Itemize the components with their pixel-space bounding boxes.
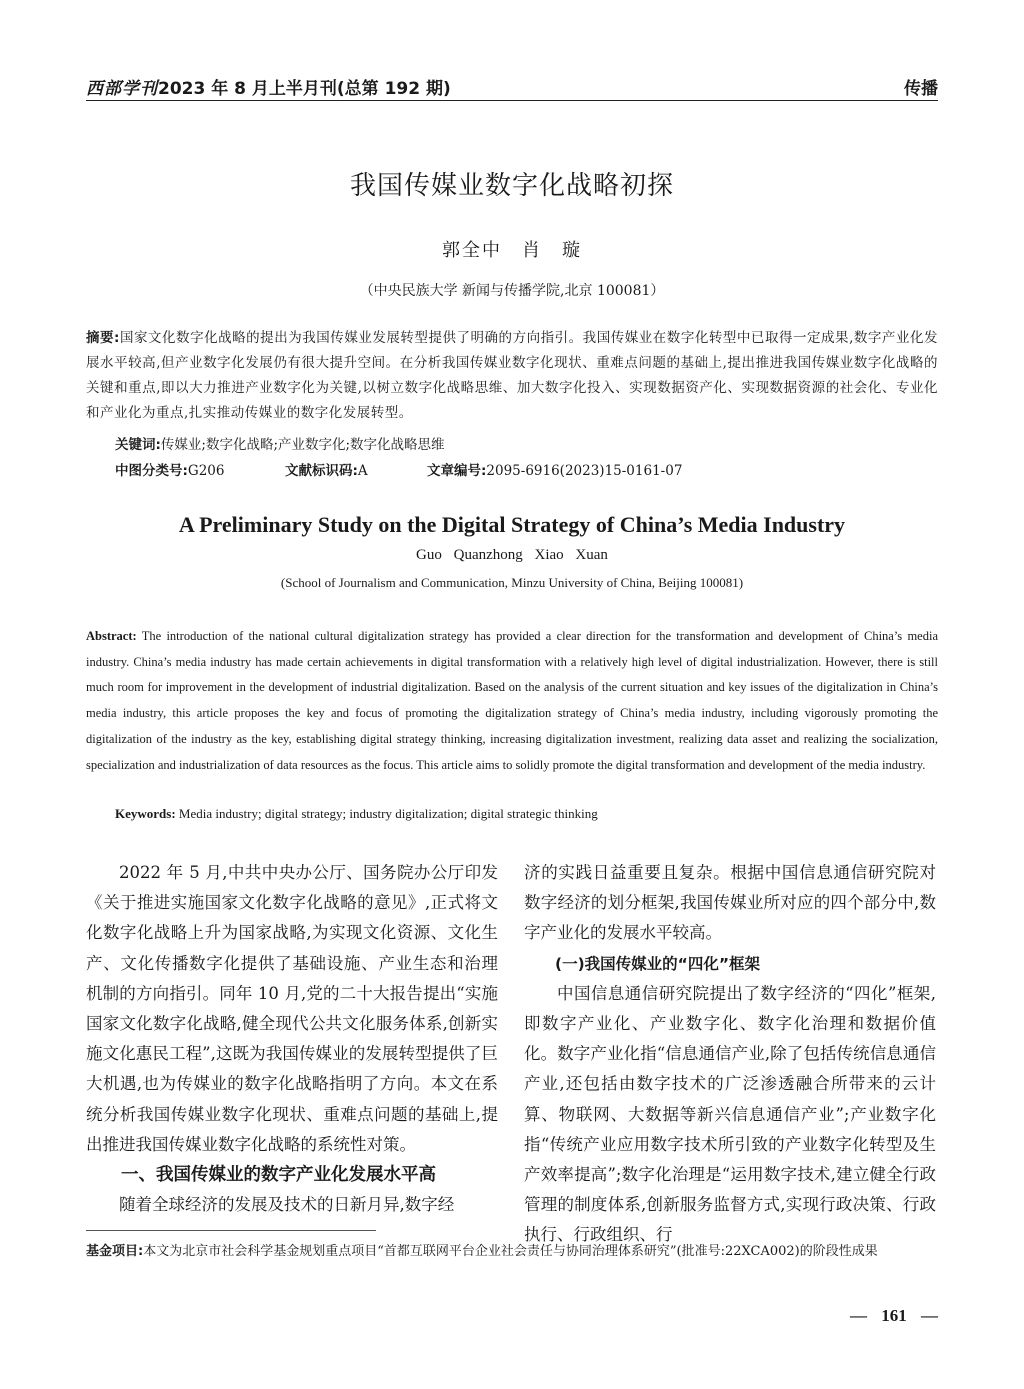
doc-value: A bbox=[357, 463, 368, 479]
doc-label: 文献标识码: bbox=[285, 463, 358, 479]
body-column-right bbox=[524, 858, 936, 1251]
clc-value: G206 bbox=[187, 463, 225, 479]
abstract-en-text: The introduction of the national cultural digitalization strategy has provided a clear direction for the transformation and development of China’s media industry. China’s media industry has made certain achievements in digital transformation with a relatively high level of digital industrialization. However, there is still much room for improvement in the development of industrial digitalization. Based on the analysis of the current situation and key issues of the digitalization in China’s media industry, this article proposes the key and focus of promoting the digitalization strategy of China’s media industry, including vigorously promoting the digitalization of the industry as the key, establishing digital strategy thinking, increasing digitalization investment, realizing data asset and realizing the socialization, specialization and industrialization of data resources as the focus. This article aims to solidly promote the digital transformation and development of the media industry. bbox=[86, 629, 938, 772]
subsection-1-paragraph: 中国信息通信研究院提出了数字经济的“四化”框架,即数字产业化、产业数字化、数字化治理和数据价值化。数字产业化指“信息通信产业,除了包括传统信息通信产业,还包括由数字技术的广泛渗透融合所带来的云计算、物联网、大数据等新兴信息通信产业”;产业数字化指“传统产业应用数字技术所引致的产业数字化转型及生产效率提高”;数字化治理是“运用数字技术,建立健全行政管理的制度体系,创新服务监督方式,实现行政决策、行政执行、行政组织、行 bbox=[524, 983, 936, 1245]
section-1-paragraph: 随着全球经济的发展及技术的日新月异,数字经 bbox=[119, 1195, 455, 1215]
english-affiliation: (School of Journalism and Communication, Minzu University of China, Beijing 100081) bbox=[280, 575, 744, 590]
intro-paragraph: 2022 年 5 月,中共中央办公厅、国务院办公厅印发《关于推进实施国家文化数字化战略的意见》,正式将文化数字化战略上升为国家战略,为实现文化资源、文化生产、文化传播数字化提供了基础设施、产业生态和治理机制的方向指引。同年 10 月,党的二十大报告提出“实施国家文化数字化战略,健全现代公共文化服务体系,创新实施文化惠民工程”,这既为我国传媒业的发展转型提供了巨大机遇,也为传媒业的数字化战略指明了方向。本文在系统分析我国传媒业数字化现状、重难点问题的基础上,提出推进我国传媒业数字化战略的系统性对策。 bbox=[86, 863, 498, 1154]
classification-line bbox=[115, 459, 682, 479]
keywords-cn bbox=[115, 433, 445, 453]
keywords-en-text: Media industry; digital strategy; industry digitalization; digital strategic thinking bbox=[178, 806, 598, 821]
issue-info: 2023 年 8 月上半月刊(总第 192 期) bbox=[158, 79, 451, 99]
page-number: — 161 — bbox=[850, 1306, 938, 1325]
clc-number bbox=[115, 459, 285, 479]
footnote-label: 基金项目: bbox=[86, 1244, 144, 1259]
subsection-heading-1: (一)我国传媒业的“四化”框架 bbox=[555, 954, 761, 973]
authors: 郭全中 肖 璇 bbox=[442, 240, 582, 261]
abstract-cn-label: 摘要: bbox=[86, 330, 120, 346]
keywords-en-label: Keywords: bbox=[115, 806, 176, 821]
document-code bbox=[285, 459, 427, 479]
abstract-en-label: Abstract: bbox=[86, 629, 137, 643]
header-rule bbox=[86, 100, 938, 101]
article-value: 2095-6916(2023)15-0161-07 bbox=[486, 463, 683, 479]
english-title: A Preliminary Study on the Digital Strategy of China’s Media Industry bbox=[178, 512, 846, 537]
keywords-cn-label: 关键词: bbox=[115, 437, 161, 453]
section-heading-1: 一、我国传媒业的数字产业化发展水平高 bbox=[121, 1165, 436, 1186]
abstract-cn bbox=[86, 326, 938, 426]
section-name: 传播 bbox=[904, 79, 938, 99]
running-header-left bbox=[86, 74, 451, 99]
article-label: 文章编号: bbox=[427, 463, 487, 479]
footnote-text: 本文为北京市社会科学基金规划重点项目“首都互联网平台企业社会责任与协同治理体系研究”(批准号:22XCA002)的阶段性成果 bbox=[143, 1244, 878, 1259]
journal-name: 西部学刊 bbox=[86, 79, 158, 99]
article-number bbox=[427, 459, 682, 479]
keywords-en bbox=[115, 806, 598, 822]
footnote-rule bbox=[86, 1230, 376, 1231]
continued-paragraph: 济的实践日益重要且复杂。根据中国信息通信研究院对数字经济的划分框架,我国传媒业所对应的四个部分中,数字产业化的发展水平较高。 bbox=[524, 863, 936, 943]
funding-footnote bbox=[86, 1240, 938, 1264]
keywords-cn-text: 传媒业;数字化战略;产业数字化;数字化战略思维 bbox=[160, 437, 445, 453]
clc-label: 中图分类号: bbox=[115, 463, 188, 479]
body-column-left bbox=[86, 858, 498, 1220]
paper-title: 我国传媒业数字化战略初探 bbox=[349, 171, 674, 201]
abstract-en bbox=[86, 624, 938, 778]
english-authors: Guo Quanzhong Xiao Xuan bbox=[416, 547, 608, 563]
affiliation: （中央民族大学 新闻与传播学院,北京 100081） bbox=[359, 283, 665, 299]
abstract-cn-text: 国家文化数字化战略的提出为我国传媒业发展转型提供了明确的方向指引。我国传媒业在数字化转型中已取得一定成果,数字产业化发展水平较高,但产业数字化发展仍有很大提升空间。在分析我国传媒业数字化现状、重难点问题的基础上,提出推进我国传媒业数字化战略的关键和重点,即以大力推进产业数字化为关键,以树立数字化战略思维、加大数字化投入、实现数据资产化、实现数据资源的社会化、专业化和产业化为重点,扎实推动传媒业的数字化发展转型。 bbox=[86, 330, 938, 421]
